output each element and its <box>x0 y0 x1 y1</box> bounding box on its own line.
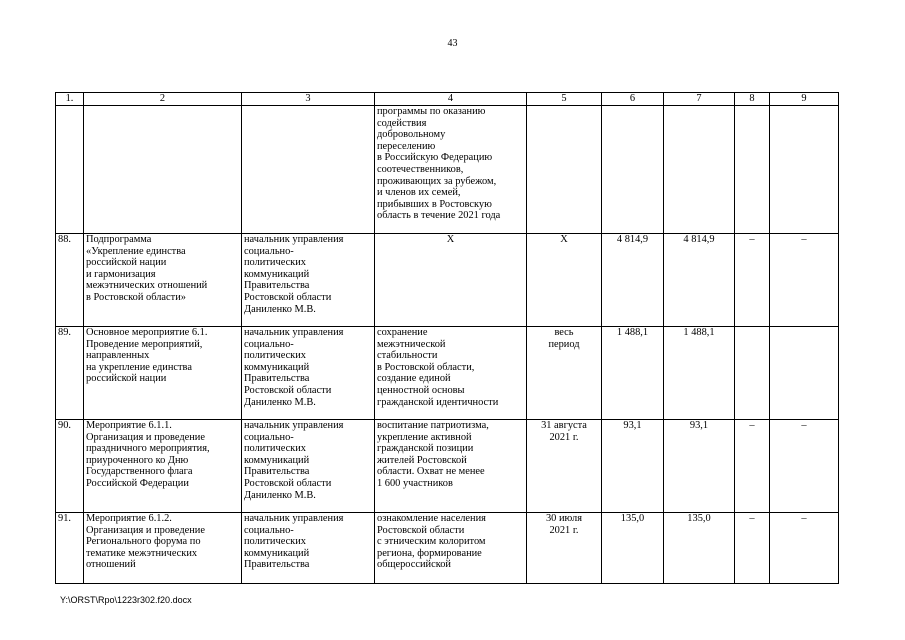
amount-col8: – <box>735 234 770 327</box>
deadline <box>527 106 602 234</box>
row-number <box>56 106 84 234</box>
header-cell: 1. <box>56 93 84 106</box>
amount-col9 <box>770 327 839 420</box>
page-number: 43 <box>447 38 458 49</box>
amount-col7 <box>664 106 735 234</box>
row-number: 91. <box>56 513 84 584</box>
event-name: Основное мероприятие 6.1. Проведение мероприятий, направленных на укрепление единства российской нации <box>84 327 242 420</box>
file-path-footer: Y:\ORST\Rpo\1223r302.f20.docx <box>60 595 192 605</box>
table-row <box>56 106 839 234</box>
amount-col7: 135,0 <box>664 513 735 584</box>
deadline: весь период <box>527 327 602 420</box>
expected-result: воспитание патриотизма, укрепление активной гражданской позиции жителей Ростовской области. Охват не менее 1 600 участников <box>375 420 527 513</box>
amount-col8: – <box>735 513 770 584</box>
deadline: 31 августа 2021 г. <box>527 420 602 513</box>
expected-result: ознакомление населения Ростовской области с этническим колоритом региона, формирование общероссийской <box>375 513 527 584</box>
event-name: Подпрограмма «Укрепление единства российской нации и гармонизация межэтнических отношений в Ростовской области» <box>84 234 242 327</box>
amount-col9: – <box>770 234 839 327</box>
row-number: 89. <box>56 327 84 420</box>
header-cell: 6 <box>602 93 664 106</box>
header-cell: 8 <box>735 93 770 106</box>
table-header-row <box>56 93 839 106</box>
row-number: 90. <box>56 420 84 513</box>
amount-col9: – <box>770 420 839 513</box>
deadline: Х <box>527 234 602 327</box>
responsible-person: начальник управления социально- политических коммуникаций Правительства Ростовской области Даниленко М.В. <box>242 327 375 420</box>
event-name <box>84 106 242 234</box>
amount-col7: 1 488,1 <box>664 327 735 420</box>
table-row <box>56 234 839 327</box>
expected-result: сохранение межэтнической стабильности в Ростовской области, создание единой ценностной основы гражданской идентичности <box>375 327 527 420</box>
event-name: Мероприятие 6.1.1. Организация и проведение праздничного мероприятия, приуроченного ко Дню Государственного флага Российской Федерации <box>84 420 242 513</box>
table-row <box>56 420 839 513</box>
amount-col9 <box>770 106 839 234</box>
table-row <box>56 327 839 420</box>
header-cell: 3 <box>242 93 375 106</box>
expected-result: программы по оказанию содействия добровольному переселению в Российскую Федерацию соотечественников, проживающих за рубежом, и членов их семей, прибывших в Ростовскую область в течение 2021 года <box>375 106 527 234</box>
header-cell: 7 <box>664 93 735 106</box>
deadline: 30 июля 2021 г. <box>527 513 602 584</box>
amount-col7: 4 814,9 <box>664 234 735 327</box>
responsible-person: начальник управления социально- политических коммуникаций Правительства Ростовской области Даниленко М.В. <box>242 420 375 513</box>
header-cell: 4 <box>375 93 527 106</box>
responsible-person: начальник управления социально- политических коммуникаций Правительства Ростовской области Даниленко М.В. <box>242 234 375 327</box>
header-cell: 2 <box>84 93 242 106</box>
amount-col6: 4 814,9 <box>602 234 664 327</box>
expected-result: Х <box>375 234 527 327</box>
table-row <box>56 513 839 584</box>
amount-col6: 93,1 <box>602 420 664 513</box>
responsible-person: начальник управления социально- политических коммуникаций Правительства <box>242 513 375 584</box>
amount-col8 <box>735 327 770 420</box>
amount-col6 <box>602 106 664 234</box>
amount-col9: – <box>770 513 839 584</box>
responsible-person <box>242 106 375 234</box>
row-number: 88. <box>56 234 84 327</box>
plan-table <box>55 92 839 584</box>
amount-col8: – <box>735 420 770 513</box>
amount-col6: 135,0 <box>602 513 664 584</box>
amount-col6: 1 488,1 <box>602 327 664 420</box>
header-cell: 9 <box>770 93 839 106</box>
amount-col8 <box>735 106 770 234</box>
header-cell: 5 <box>527 93 602 106</box>
event-name: Мероприятие 6.1.2. Организация и проведение Регионального форума по тематике межэтнических отношений <box>84 513 242 584</box>
amount-col7: 93,1 <box>664 420 735 513</box>
